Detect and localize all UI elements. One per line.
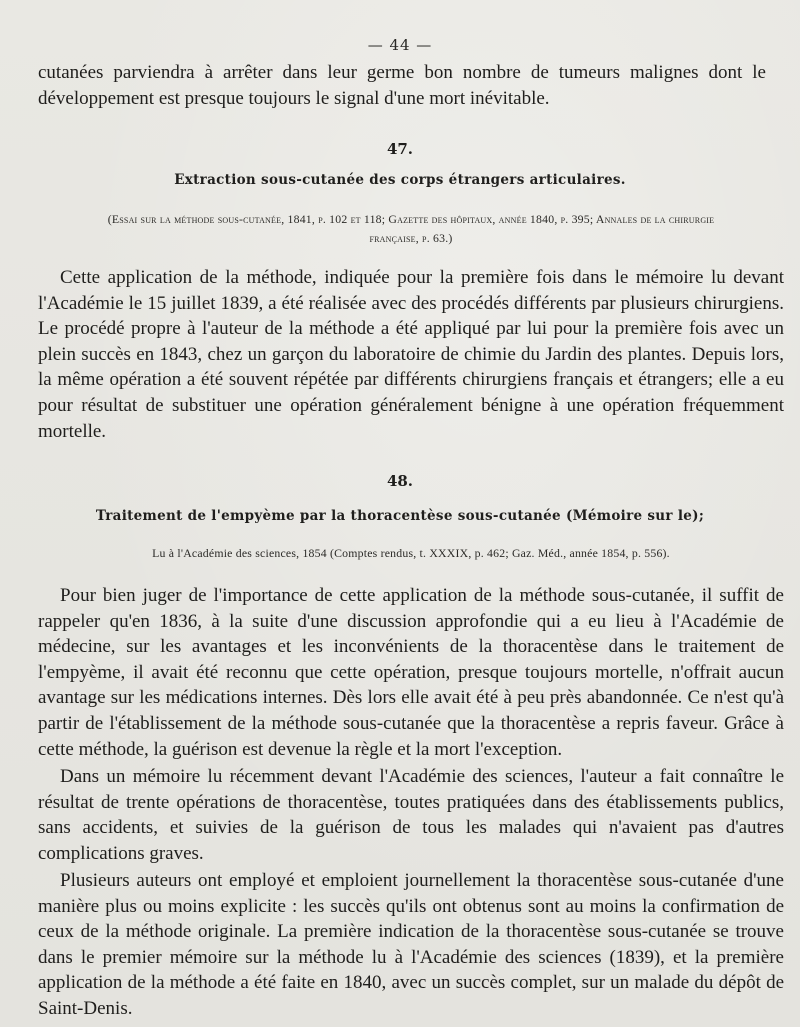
- section-48-number: 48.: [386, 472, 414, 490]
- section-48-paragraph-3: Plusieurs auteurs ont employé et emploient journellement la thoracentèse sous-cutanée d'une manière plus ou moins explicite : les succès qu'ils ont obtenus sont au moins la confirmation de ceux de la méthode originale. La première indication de la thoracentèse sous-cutanée se trouve dans le premier mémoire sur la méthode lu à l'Académie des sciences (1839), et la première application de la méthode a été faite en 1840, avec un succès complet, sur un malade du dépôt de Saint-Denis.: [38, 870, 784, 1019]
- section-47-number: 47.: [386, 140, 414, 158]
- page-number: — 44 —: [367, 36, 433, 54]
- section-48-paragraph-1: Pour bien juger de l'importance de cette application de la méthode sous-cutanée, il suffit de rappeler qu'en 1836, à la suite d'une discussion approfondie qui a eu lieu à l'Académie de médecine, sur les avantages et les inconvénients de la thoracentèse dans le traitement de l'empyème, il avait été reconnu que cette opération, presque toujours mortelle, n'offrait aucun avantage sur les médications internes. Dès lors elle avait été à peu près abandonnée. Ce n'est qu'à partir de l'établissement de la méthode sous-cutanée que la thoracentèse a repris faveur. Grâce à cette méthode, la guérison est devenue la règle et la mort l'exception.: [38, 585, 784, 760]
- section-47-citation-line-2: française, p. 63.): [369, 231, 453, 245]
- section-48-title: Traitement de l'empyème par la thoracentèse sous-cutanée (Mémoire sur le);: [95, 508, 705, 524]
- section-47-title: Extraction sous-cutanée des corps étrangers articulaires.: [174, 172, 626, 188]
- section-47-paragraph: Cette application de la méthode, indiquée pour la première fois dans le mémoire lu devant l'Académie le 15 juillet 1839, a été réalisée avec des procédés différents par plusieurs chirurgiens. Le procédé propre à l'auteur de la méthode a été appliqué par lui pour la première fois avec un plein succès en 1843, chez un garçon du laboratoire de chimie du Jardin des plantes. Depuis lors, la même opération a été souvent répétée par différents chirurgiens français et étrangers; elle a eu pour résultat de substituer une opération généralement bénigne à une opération fréquemment mortelle.: [38, 267, 784, 442]
- section-47-citation-line-1: (Essai sur la méthode sous-cutanée, 1841, p. 102 et 118; Gazette des hôpitaux, année 1840, p. 395; Annales de la chirurgie: [107, 212, 715, 226]
- section-48-paragraph-2: Dans un mémoire lu récemment devant l'Académie des sciences, l'auteur a fait connaître le résultat de trente opérations de thoracentèse, toutes pratiquées dans des établissements publics, sans accidents, et suivies de la guérison de tous les malades qui n'avaient pas d'autres complications graves.: [38, 766, 784, 864]
- section-48-citation: Lu à l'Académie des sciences, 1854 (Comptes rendus, t. XXXIX, p. 462; Gaz. Méd., année 1854, p. 556).: [152, 546, 670, 560]
- continued-paragraph: cutanées parviendra à arrêter dans leur germe bon nombre de tumeurs malignes dont le développement est presque toujours le signal d'une mort inévitable.: [38, 62, 766, 109]
- section-47-citation: [38, 210, 784, 248]
